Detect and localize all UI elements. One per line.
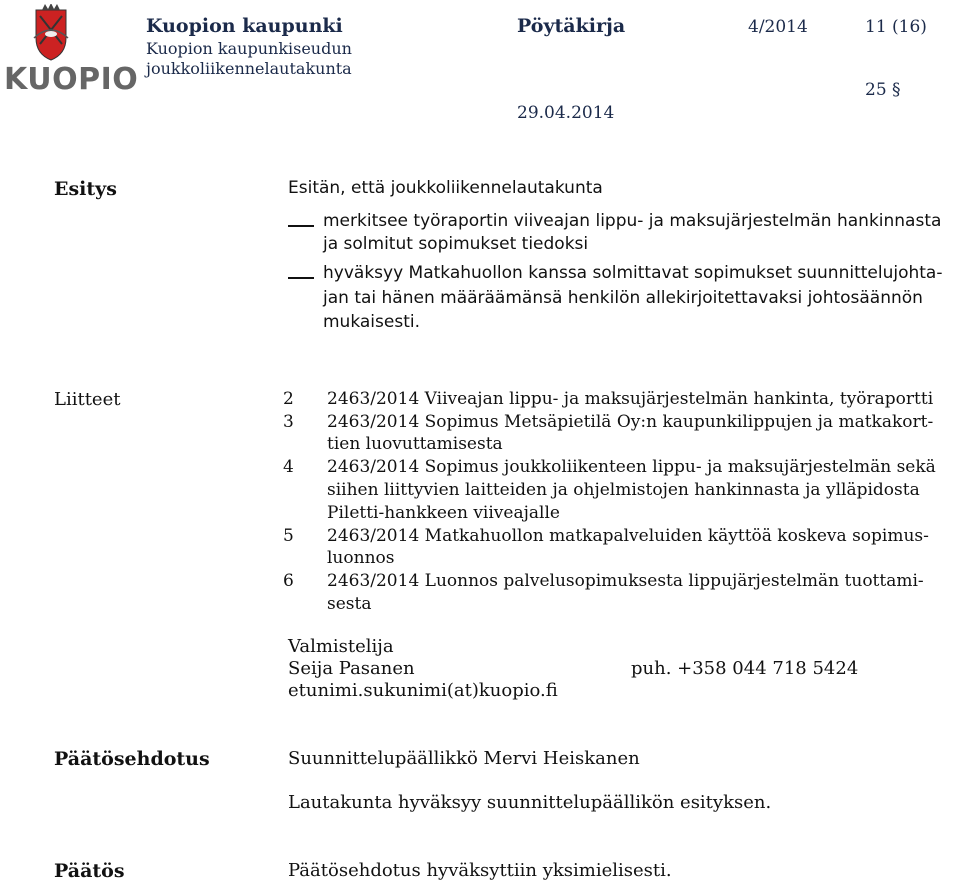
attachment-line: tien luovuttamisesta bbox=[327, 434, 503, 454]
attachment-num: 4 bbox=[283, 457, 294, 477]
document-number: 4/2014 bbox=[748, 17, 808, 37]
attachment-line: sesta bbox=[327, 594, 372, 614]
bullet1-line1: merkitsee työraportin viiveajan lippu- ja maksujärjestelmän hankinnasta bbox=[323, 211, 942, 231]
attachment-num: 3 bbox=[283, 412, 294, 432]
committee-name-line1: Kuopion kaupunkiseudun bbox=[146, 39, 352, 58]
attachment-num: 6 bbox=[283, 571, 294, 591]
valmistelija-title: Valmistelija bbox=[288, 636, 394, 657]
attachment-line: 2463/2014 Sopimus Metsäpietilä Oy:n kaupunkilippujen ja matkakort- bbox=[327, 412, 934, 432]
attachment-line: Piletti-hankkeen viiveajalle bbox=[327, 503, 560, 523]
bullet2-line1: hyväksyy Matkahuollon kanssa solmittavat sopimukset suunnittelujohta- bbox=[323, 263, 943, 283]
meeting-date: 29.04.2014 bbox=[517, 103, 615, 123]
attachment-line: 2463/2014 Matkahuollon matkapalveluiden käyttöä koskeva sopimus- bbox=[327, 526, 929, 546]
attachment-num: 5 bbox=[283, 526, 294, 546]
page-number: 11 (16) bbox=[865, 17, 927, 37]
committee-name-line2: joukkoliikennelautakunta bbox=[146, 59, 352, 78]
esitys-label: Esitys bbox=[54, 178, 117, 200]
bullet1-line2: ja solmitut sopimukset tiedoksi bbox=[323, 234, 589, 254]
esitys-intro: Esitän, että joukkoliikennelautakunta bbox=[288, 178, 603, 198]
valmistelija-phone: puh. +358 044 718 5424 bbox=[631, 658, 859, 679]
attachment-line: 2463/2014 Luonnos palvelusopimuksesta lippujärjestelmän tuottami- bbox=[327, 571, 924, 591]
valmistelija-email: etunimi.sukunimi(at)kuopio.fi bbox=[288, 680, 558, 701]
document-type: Pöytäkirja bbox=[517, 15, 626, 37]
paatosehdotus-label: Päätösehdotus bbox=[54, 748, 210, 770]
attachment-line: luonnos bbox=[327, 548, 395, 568]
bullet-dash bbox=[288, 225, 314, 227]
logo-wordmark: KUOPIO bbox=[4, 62, 139, 97]
paatosehdotus-presenter: Suunnittelupäällikkö Mervi Heiskanen bbox=[288, 748, 640, 769]
attachment-line: 2463/2014 Viiveajan lippu- ja maksujärjestelmän hankinta, työraportti bbox=[327, 389, 934, 409]
liitteet-label: Liitteet bbox=[54, 389, 121, 410]
kuopio-logo bbox=[4, 4, 139, 98]
section-number: 25 § bbox=[865, 80, 901, 100]
bullet2-line3: mukaisesti. bbox=[323, 312, 420, 332]
valmistelija-name: Seija Pasanen bbox=[288, 658, 415, 679]
attachment-num: 2 bbox=[283, 389, 294, 409]
attachment-line: 2463/2014 Sopimus joukkoliikenteen lippu- ja maksujärjestelmän sekä bbox=[327, 457, 936, 477]
attachment-line: siihen liittyvien laitteiden ja ohjelmistojen hankinnasta ja ylläpidosta bbox=[327, 480, 920, 500]
paatosehdotus-text: Lautakunta hyväksyy suunnittelupäällikön esityksen. bbox=[288, 792, 772, 813]
bullet2-line2: jan tai hänen määräämänsä henkilön allekirjoitettavaksi johtosäännön bbox=[323, 288, 923, 308]
bullet-dash bbox=[288, 277, 314, 279]
paatos-text: Päätösehdotus hyväksyttiin yksimielisesti. bbox=[288, 860, 672, 881]
paatos-label: Päätös bbox=[54, 860, 125, 882]
organization-name: Kuopion kaupunki bbox=[146, 15, 343, 37]
